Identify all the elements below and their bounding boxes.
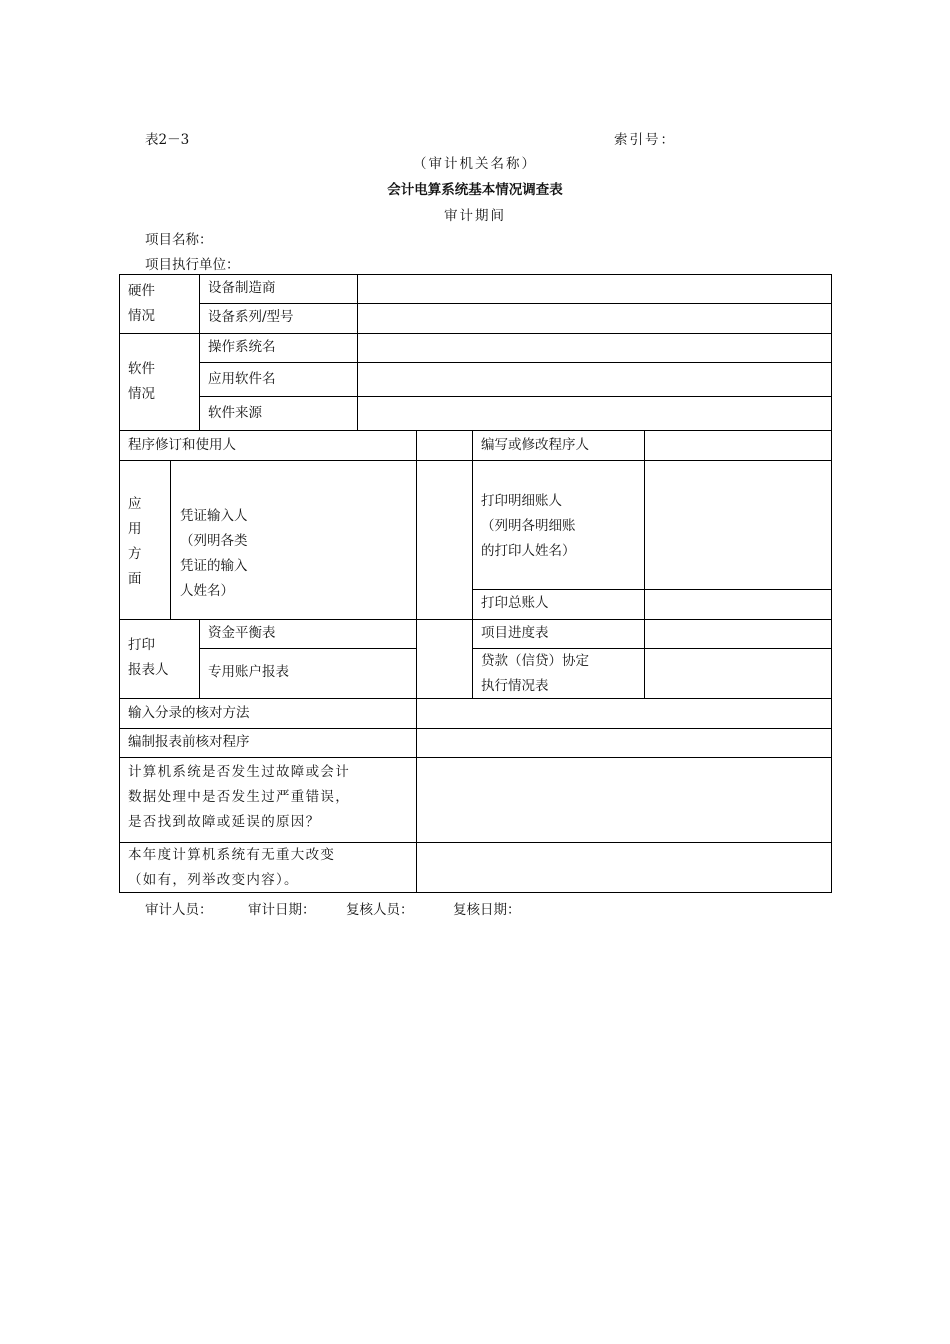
loan-agreement-label: 贷款（信贷）协定 执行情况表	[481, 653, 589, 694]
system-failure-question: 计算机系统是否发生过故障或会计 数据处理中是否发生过严重错误， 是否找到故障或延误的原因？	[128, 764, 350, 830]
index-number-label: 索引号：	[614, 132, 676, 148]
report-printer-label: 打印 报表人	[128, 637, 169, 678]
hardware-label: 硬件 情况	[128, 283, 155, 324]
audit-org-name: （审计机关名称）	[413, 156, 537, 172]
review-date-label: 复核日期：	[453, 902, 521, 918]
page-title: 会计电算系统基本情况调查表	[387, 182, 563, 198]
major-changes-question: 本年度计算机系统有无重大改变 （如有，列举改变内容）。	[128, 847, 336, 888]
application-aspect-label: 应 用 方 面	[128, 496, 142, 587]
special-account-report-label: 专用账户报表	[208, 664, 289, 680]
general-ledger-printer-label: 打印总账人	[481, 595, 549, 611]
entry-check-method-label: 输入分录的核对方法	[128, 705, 250, 721]
project-exec-unit-label: 项目执行单位：	[145, 257, 240, 273]
voucher-input-label: 凭证输入人 （列明各类 凭证的输入 人姓名）	[180, 508, 248, 599]
table-number: 表2－3	[145, 132, 190, 148]
software-label: 软件 情况	[128, 361, 155, 402]
fund-balance-sheet-label: 资金平衡表	[208, 625, 276, 641]
project-progress-label: 项目进度表	[481, 625, 549, 641]
program-writer-label: 编写或修改程序人	[481, 437, 589, 453]
program-modifier-user-label: 程序修订和使用人	[128, 437, 236, 453]
app-software-label: 应用软件名	[208, 371, 276, 387]
equipment-model-label: 设备系列/型号	[208, 309, 294, 325]
auditor-label: 审计人员：	[145, 902, 213, 918]
reviewer-label: 复核人员：	[346, 902, 414, 918]
software-source-label: 软件来源	[208, 405, 262, 421]
project-name-label: 项目名称：	[145, 232, 213, 248]
os-name-label: 操作系统名	[208, 339, 276, 355]
equipment-manufacturer-label: 设备制造商	[208, 280, 276, 296]
audit-period-label: 审计期间	[444, 208, 506, 224]
audit-date-label: 审计日期：	[248, 902, 316, 918]
pre-report-check-label: 编制报表前核对程序	[128, 734, 250, 750]
detail-ledger-printer-label: 打印明细账人 （列明各明细账 的打印人姓名）	[481, 493, 576, 559]
